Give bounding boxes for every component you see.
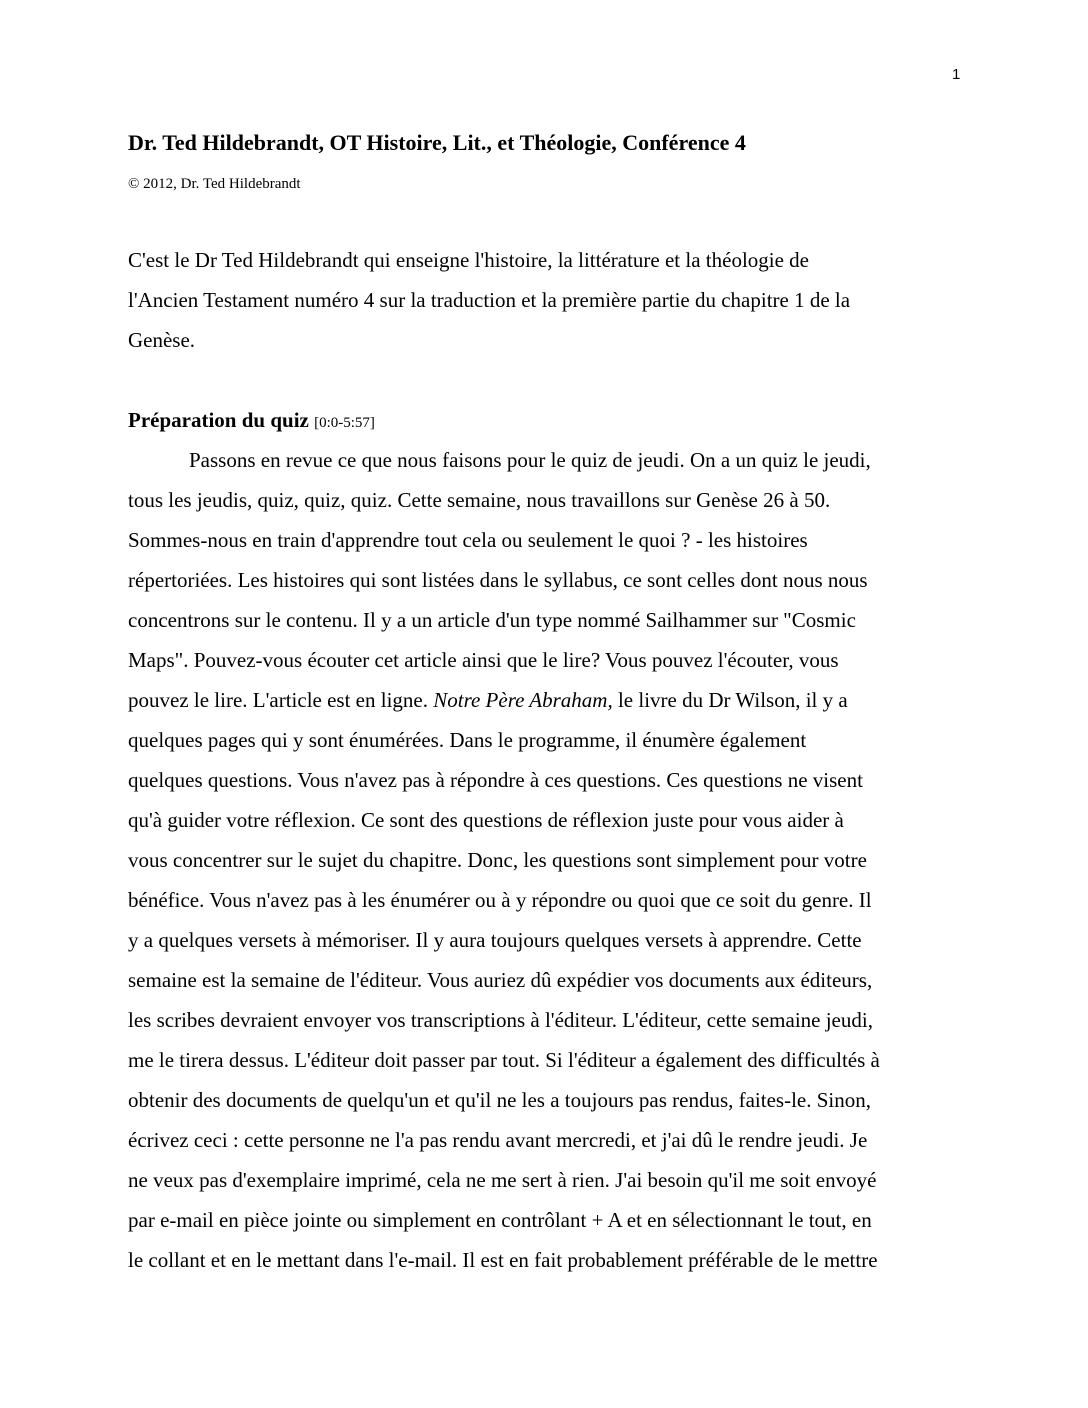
- section-timestamp: [0:0-5:57]: [314, 415, 375, 431]
- body-line: obtenir des documents de quelqu'un et qu'il ne les a toujours pas rendus, faites-le. Sinon,: [128, 1088, 871, 1112]
- body-line: quelques pages qui y sont énumérées. Dans le programme, il énumère également: [128, 728, 807, 752]
- body-line: Maps". Pouvez-vous écouter cet article ainsi que le lire? Vous pouvez l'écouter, vous: [128, 648, 839, 672]
- body-line: les scribes devraient envoyer vos transcriptions à l'éditeur. L'éditeur, cette semaine jeudi,: [128, 1008, 873, 1032]
- body-line: le collant et en le mettant dans l'e-mail. Il est en fait probablement préférable de le mettre: [128, 1248, 878, 1272]
- intro-line: C'est le Dr Ted Hildebrandt qui enseigne l'histoire, la littérature et la théologie de: [128, 248, 810, 272]
- body-line-segment: pouvez le lire. L'article est en ligne.: [128, 688, 434, 712]
- body-line: y a quelques versets à mémoriser. Il y aura toujours quelques versets à apprendre. Cette: [128, 928, 862, 952]
- body-line: qu'à guider votre réflexion. Ce sont des questions de réflexion juste pour vous aider à: [128, 808, 844, 832]
- body-line: Sommes-nous en train d'apprendre tout cela ou seulement le quoi ? - les histoires: [128, 528, 808, 552]
- body-line-segment: le livre du Dr Wilson, il y a: [612, 688, 848, 712]
- section-heading-text: Préparation du quiz: [128, 408, 309, 432]
- body-line: concentrons sur le contenu. Il y a un article d'un type nommé Sailhammer sur "Cosmic: [128, 608, 856, 632]
- body-line: quelques questions. Vous n'avez pas à répondre à ces questions. Ces questions ne visent: [128, 768, 863, 792]
- document-title: Dr. Ted Hildebrandt, OT Histoire, Lit., et Théologie, Conférence 4: [128, 130, 746, 155]
- body-line: tous les jeudis, quiz, quiz, quiz. Cette semaine, nous travaillons sur Genèse 26 à 50.: [128, 488, 831, 512]
- copyright-notice: © 2012, Dr. Ted Hildebrandt: [128, 176, 301, 192]
- intro-line: l'Ancien Testament numéro 4 sur la traduction et la première partie du chapitre 1 de la: [128, 288, 851, 312]
- body-line: écrivez ceci : cette personne ne l'a pas rendu avant mercredi, et j'ai dû le rendre jeudi. Je: [128, 1128, 868, 1152]
- body-line: semaine est la semaine de l'éditeur. Vous auriez dû expédier vos documents aux éditeurs,: [128, 968, 873, 992]
- intro-paragraph: [128, 240, 958, 360]
- body-line: répertoriées. Les histoires qui sont listées dans le syllabus, ce sont celles dont nous nous: [128, 568, 868, 592]
- body-line: vous concentrer sur le sujet du chapitre. Donc, les questions sont simplement pour votre: [128, 848, 867, 872]
- body-line: ne veux pas d'exemplaire imprimé, cela ne me sert à rien. J'ai besoin qu'il me soit envoyé: [128, 1168, 877, 1192]
- body-line: bénéfice. Vous n'avez pas à les énumérer ou à y répondre ou quoi que ce soit du genre. Il: [128, 888, 872, 912]
- page-number: 1: [952, 66, 961, 83]
- book-title: Notre Père Abraham,: [433, 688, 613, 712]
- section-heading: [128, 400, 375, 443]
- body-line: me le tirera dessus. L'éditeur doit passer par tout. Si l'éditeur a également des difficultés à: [128, 1048, 880, 1072]
- body-line: [128, 680, 958, 720]
- body-line: Passons en revue ce que nous faisons pour le quiz de jeudi. On a un quiz le jeudi,: [189, 448, 871, 472]
- body-paragraph: [128, 440, 958, 1280]
- intro-line: Genèse.: [128, 328, 196, 352]
- body-line: par e-mail en pièce jointe ou simplement en contrôlant + A et en sélectionnant le tout, en: [128, 1208, 872, 1232]
